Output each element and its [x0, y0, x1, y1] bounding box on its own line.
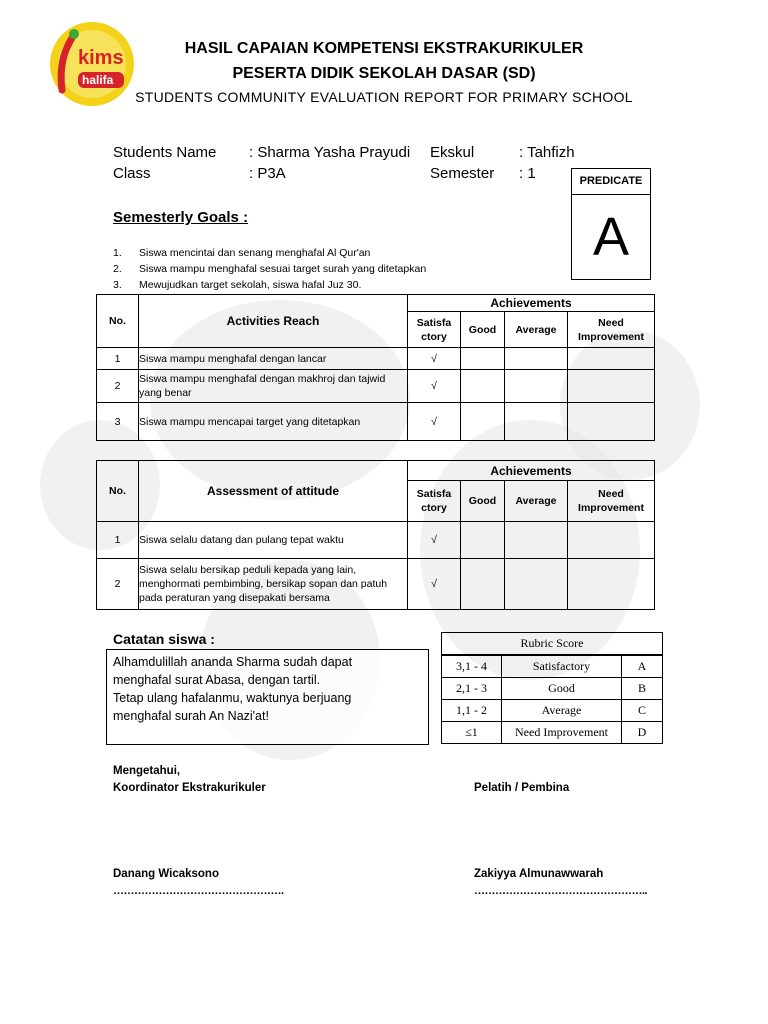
row-attitude: Siswa selalu bersikap peduli kepada yang lain, menghormati pembimbing, bersikap sopan dan patuh pada peraturan yang disepakati bersama [139, 559, 408, 610]
semester-label: Semester [430, 165, 495, 182]
predicate-box [571, 168, 651, 280]
row-number: 2 [97, 559, 139, 610]
class-label: Class [113, 165, 151, 182]
col-satisfactory: Satisfa ctory [408, 312, 461, 348]
notes-title: Catatan siswa : [113, 631, 215, 647]
goal-item [113, 263, 426, 275]
row-activity: Siswa mampu menghafal dengan lancar [139, 348, 408, 370]
check-good [461, 522, 505, 559]
rubric-title: Rubric Score [442, 633, 663, 656]
goal-text: Siswa mencintai dan senang menghafal Al Qur'an [139, 247, 371, 259]
student-name-value: : Sharma Yasha Prayudi [249, 144, 411, 161]
goal-text: Siswa mampu menghafal sesuai target surah yang ditetapkan [139, 263, 427, 275]
rubric-range: ≤1 [442, 722, 502, 744]
logo-subtext: halifa [82, 73, 114, 87]
col-average: Average [505, 312, 568, 348]
goal-item [113, 247, 370, 259]
rubric-table [441, 632, 663, 744]
goal-number: 1. [113, 247, 122, 259]
rubric-range: 3,1 - 4 [442, 655, 502, 678]
col-good: Good [461, 312, 505, 348]
activities-table [96, 294, 655, 441]
sig-right-dots: ………………………………………….. [474, 885, 648, 897]
rubric-grade: C [622, 700, 663, 722]
row-attitude: Siswa selalu datang dan pulang tepat waktu [139, 522, 408, 559]
row-number: 2 [97, 370, 139, 403]
report-title-line1: HASIL CAPAIAN KOMPETENSI EKSTRAKURIKULER [184, 40, 584, 57]
check-need [568, 370, 655, 403]
check-good [461, 403, 505, 441]
logo-text: kims [78, 47, 124, 69]
check-satisfactory: √ [408, 559, 461, 610]
goal-number: 2. [113, 263, 122, 275]
row-activity: Siswa mampu menghafal dengan makhroj dan tajwid yang benar [139, 370, 408, 403]
rubric-grade: D [622, 722, 663, 744]
row-activity: Siswa mampu mencapai target yang ditetapkan [139, 403, 408, 441]
table-row [97, 559, 655, 610]
col-satisfactory: Satisfa ctory [408, 481, 461, 522]
table-row [97, 522, 655, 559]
rubric-range: 2,1 - 3 [442, 678, 502, 700]
notes-line: menghafal surat Abasa, dengan tartil. [113, 673, 321, 687]
check-satisfactory: √ [408, 403, 461, 441]
ekskul-label: Ekskul [430, 144, 475, 161]
check-need [568, 348, 655, 370]
student-name-label: Students Name [113, 144, 217, 161]
notes-line: menghafal surah An Nazi'at! [113, 709, 269, 723]
check-good [461, 559, 505, 610]
table-row [97, 370, 655, 403]
table-row [442, 700, 663, 722]
row-number: 3 [97, 403, 139, 441]
table-row [97, 348, 655, 370]
predicate-label: PREDICATE [572, 169, 650, 195]
col-average: Average [505, 481, 568, 522]
activities-achievements-header: Achievements [408, 295, 655, 312]
activities-reach-header: Activities Reach [139, 295, 408, 348]
rubric-grade: A [622, 655, 663, 678]
attitude-achievements-header: Achievements [408, 461, 655, 481]
table-row [442, 678, 663, 700]
table-row [442, 655, 663, 678]
rubric-label: Good [502, 678, 622, 700]
goal-number: 3. [113, 279, 122, 291]
notes-line: Alhamdulillah ananda Sharma sudah dapat [113, 655, 353, 669]
goals-title: Semesterly Goals : [113, 209, 249, 226]
report-subtitle: STUDENTS COMMUNITY EVALUATION REPORT FOR PRIMARY SCHOOL [135, 89, 633, 105]
semester-value: : 1 [519, 165, 536, 182]
report-title-line2: PESERTA DIDIK SEKOLAH DASAR (SD) [232, 65, 536, 82]
col-good: Good [461, 481, 505, 522]
attitude-no-header: No. [97, 461, 139, 522]
rubric-label: Satisfactory [502, 655, 622, 678]
check-need [568, 403, 655, 441]
row-number: 1 [97, 348, 139, 370]
check-average [505, 370, 568, 403]
check-average [505, 348, 568, 370]
check-satisfactory: √ [408, 348, 461, 370]
check-need [568, 522, 655, 559]
row-number: 1 [97, 522, 139, 559]
check-satisfactory: √ [408, 370, 461, 403]
sig-left-name: Danang Wicaksono [113, 868, 219, 880]
check-good [461, 348, 505, 370]
sig-left-dots: …………………………………………. [113, 885, 284, 897]
sig-right-line1: Pelatih / Pembina [474, 782, 570, 794]
notes-line: Tetap ulang hafalanmu, waktunya berjuang [113, 691, 352, 705]
class-value: : P3A [249, 165, 286, 182]
col-need-improvement: Need Improvement [568, 481, 655, 522]
rubric-label: Average [502, 700, 622, 722]
activities-no-header: No. [97, 295, 139, 348]
rubric-range: 1,1 - 2 [442, 700, 502, 722]
sig-left-line2: Koordinator Ekstrakurikuler [113, 782, 266, 794]
check-good [461, 370, 505, 403]
sig-left-line1: Mengetahui, [113, 765, 181, 777]
sig-right-name: Zakiyya Almunawwarah [474, 868, 604, 880]
check-average [505, 403, 568, 441]
rubric-grade: B [622, 678, 663, 700]
notes-box [106, 649, 429, 745]
attitude-assessment-header: Assessment of attitude [139, 461, 408, 522]
goal-text: Mewujudkan target sekolah, siswa hafal Juz 30. [139, 279, 362, 291]
table-row [442, 722, 663, 744]
check-average [505, 522, 568, 559]
predicate-value: A [592, 207, 630, 267]
check-satisfactory: √ [408, 522, 461, 559]
col-need-improvement: Need Improvement [568, 312, 655, 348]
rubric-label: Need Improvement [502, 722, 622, 744]
attitude-table [96, 460, 655, 610]
table-row [97, 403, 655, 441]
check-average [505, 559, 568, 610]
ekskul-value: : Tahfizh [519, 144, 575, 161]
goal-item [113, 279, 361, 291]
check-need [568, 559, 655, 610]
